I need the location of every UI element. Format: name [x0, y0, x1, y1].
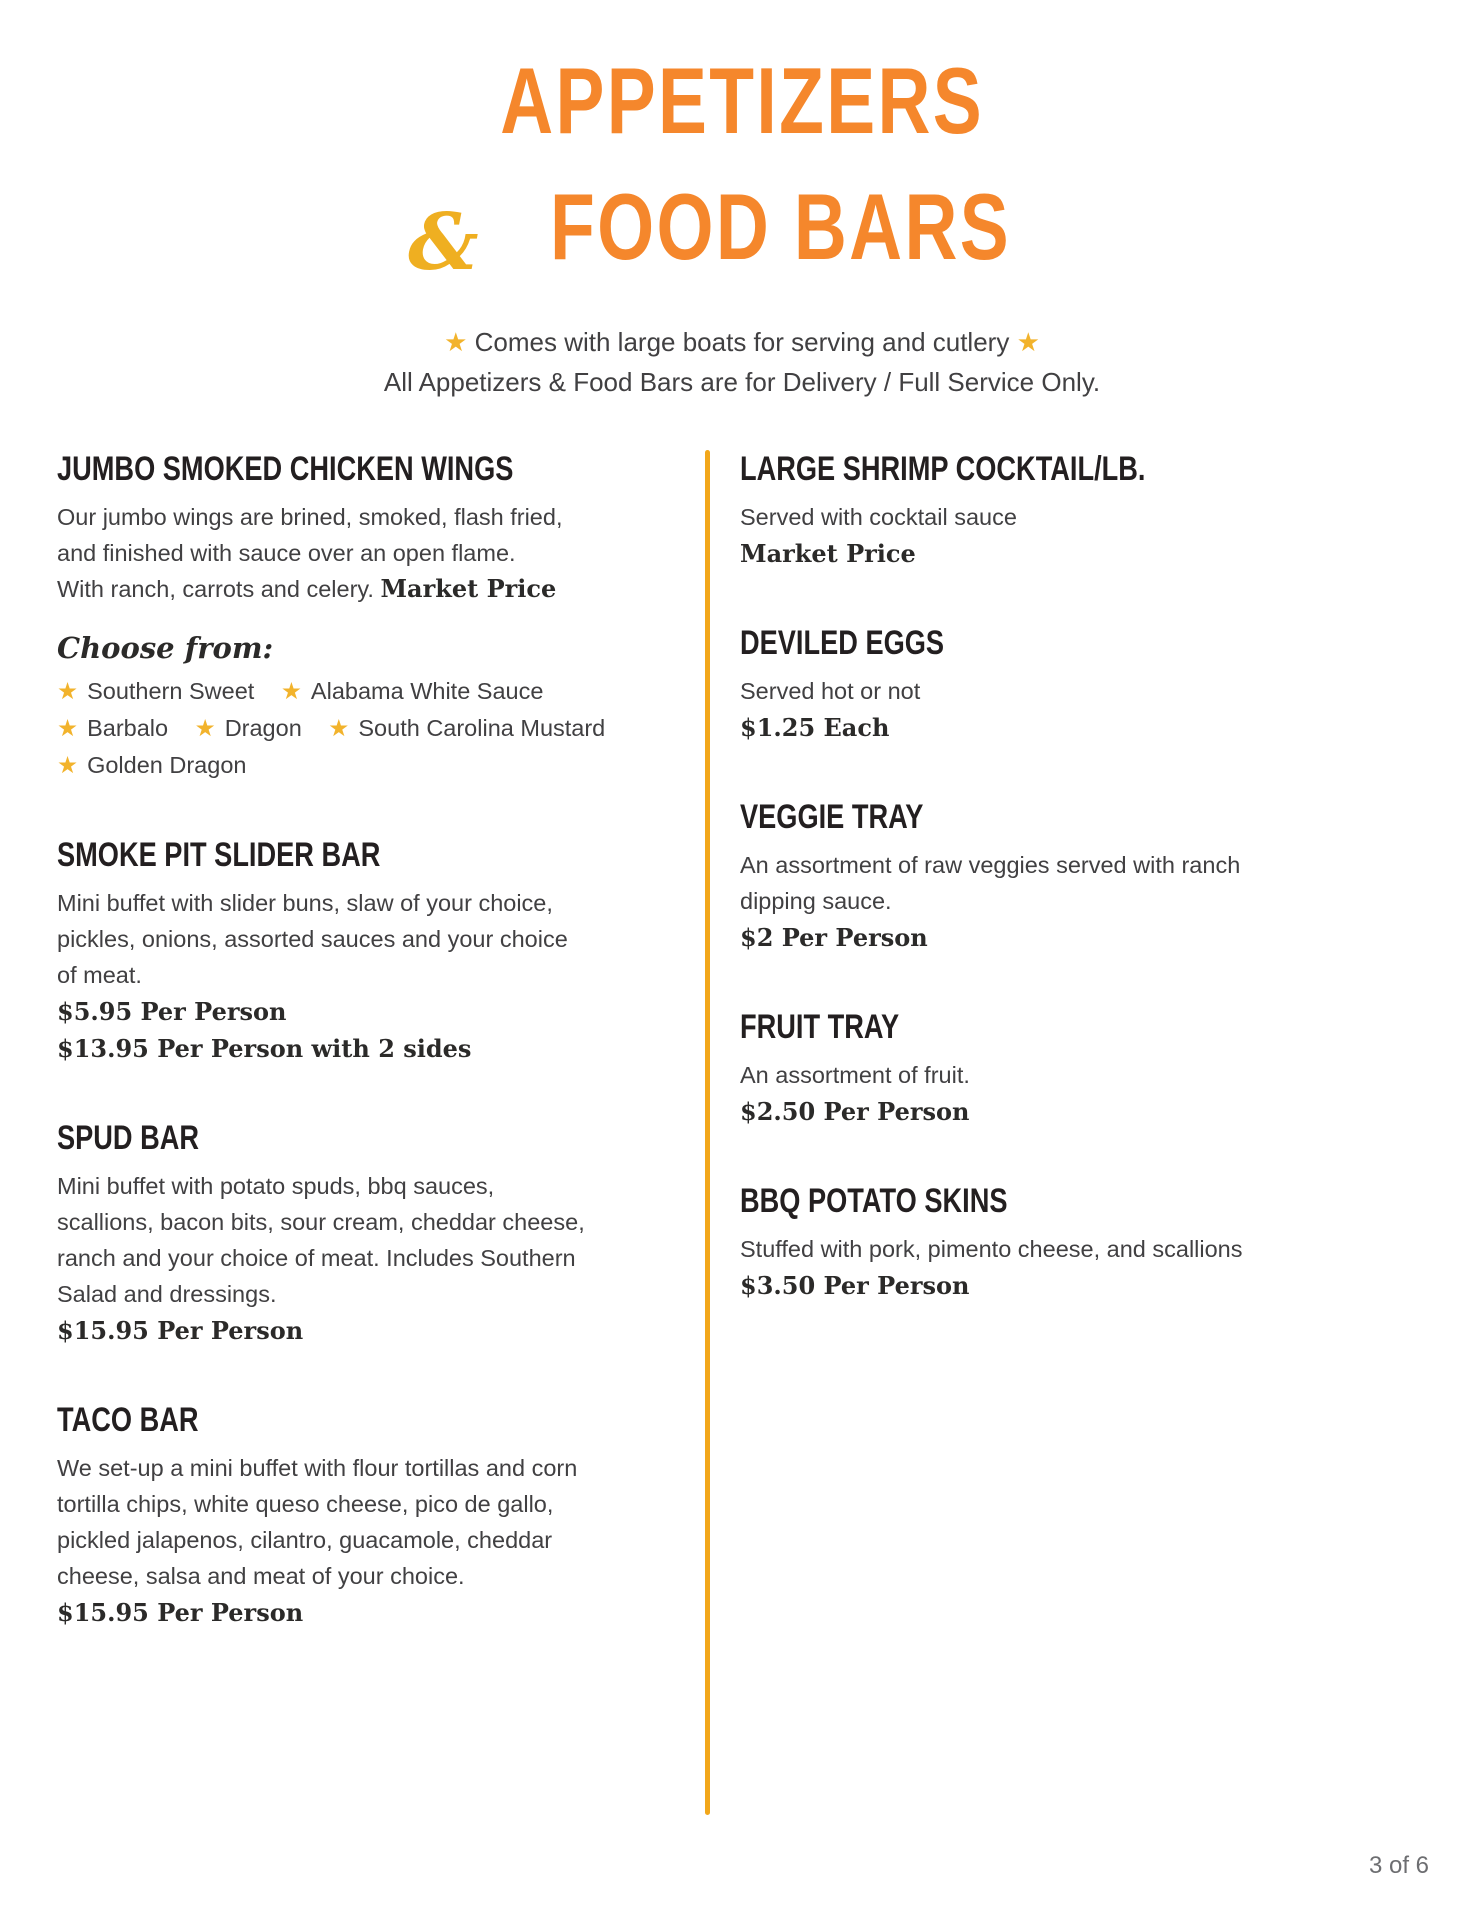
sauce-row	[57, 747, 705, 784]
item-description-line: pickles, onions, assorted sauces and your choice	[57, 926, 568, 952]
item-description-line: tortilla chips, white queso cheese, pico de gallo,	[57, 1491, 554, 1517]
choose-from-label: Choose from:	[57, 631, 274, 665]
ampersand-glyph: &	[408, 197, 479, 288]
item-name: LARGE SHRIMP COCKTAIL/LB.	[740, 450, 1146, 488]
item-description-line: An assortment of raw veggies served with ranch	[740, 852, 1241, 878]
item-description-line: We set-up a mini buffet with flour tortillas and corn	[57, 1455, 578, 1481]
subtitle-text1: Comes with large boats for serving and cutlery	[474, 327, 1010, 357]
item-description-text: With ranch, carrots and celery.	[57, 576, 374, 602]
sauce-option: Barbalo	[87, 715, 169, 741]
item-price: Market Price	[740, 539, 916, 568]
menu-item-spud-bar	[57, 1119, 705, 1349]
item-name: TACO BAR	[57, 1401, 199, 1439]
sauce-option: Dragon	[224, 715, 302, 741]
item-description	[740, 499, 1429, 535]
menu-item-taco-bar	[57, 1401, 705, 1631]
page-number: 3 of 6	[1368, 1852, 1429, 1879]
item-name: FRUIT TRAY	[740, 1008, 900, 1046]
item-price: $5.95 Per Person	[57, 997, 287, 1026]
item-description-line	[57, 571, 705, 607]
menu-item-jumbo-smoked-chicken-wings	[57, 450, 705, 784]
item-description-line: dipping sauce.	[740, 888, 892, 914]
menu-item-smoke-pit-slider-bar	[57, 836, 705, 1067]
item-description	[740, 1057, 1429, 1093]
item-description-line: Stuffed with pork, pimento cheese, and scallions	[740, 1236, 1243, 1262]
item-description	[740, 673, 1429, 709]
star-icon: ★	[57, 678, 79, 704]
page-header	[0, 0, 1484, 402]
item-description-line: and finished with sauce over an open flame.	[57, 540, 516, 566]
page-title-line1	[0, 48, 1484, 174]
star-icon: ★	[328, 715, 350, 741]
sauce-row	[57, 673, 705, 710]
item-description	[57, 1450, 705, 1594]
item-price: Market Price	[380, 574, 557, 603]
item-description	[740, 847, 1429, 919]
item-price: $15.95 Per Person	[57, 1316, 304, 1345]
item-description-line: scallions, bacon bits, sour cream, cheddar cheese,	[57, 1209, 585, 1235]
item-description-line: ranch and your choice of meat. Includes Southern	[57, 1245, 576, 1271]
item-price: $2.50 Per Person	[740, 1097, 970, 1126]
item-name: JUMBO SMOKED CHICKEN WINGS	[57, 450, 514, 488]
item-price: $13.95 Per Person with 2 sides	[57, 1034, 472, 1063]
sauce-option: Alabama White Sauce	[310, 678, 544, 704]
star-icon: ★	[57, 752, 79, 778]
star-icon: ★	[1016, 327, 1040, 357]
item-price: $3.50 Per Person	[740, 1271, 970, 1300]
item-description-line: Served hot or not	[740, 678, 921, 704]
item-description-line: Mini buffet with slider buns, slaw of your choice,	[57, 890, 553, 916]
page-title-line2	[0, 174, 1484, 300]
subtitle-line2: All Appetizers & Food Bars are for Delivery / Full Service Only.	[383, 367, 1101, 397]
item-description-line: An assortment of fruit.	[740, 1062, 970, 1088]
menu-item-veggie-tray	[740, 798, 1429, 956]
menu-item-bbq-potato-skins	[740, 1182, 1429, 1304]
item-name: DEVILED EGGS	[740, 624, 945, 662]
sauce-option: Southern Sweet	[87, 678, 255, 704]
item-name: BBQ POTATO SKINS	[740, 1182, 1008, 1220]
page-title-part2: FOOD BARS	[549, 174, 1011, 279]
item-description-line: of meat.	[57, 962, 142, 988]
sauce-row	[57, 710, 705, 747]
menu-column-right	[740, 450, 1484, 1815]
item-price: $15.95 Per Person	[57, 1598, 304, 1627]
column-divider	[705, 450, 710, 1815]
menu-column-left	[57, 450, 705, 1815]
item-name: SPUD BAR	[57, 1119, 200, 1157]
star-icon: ★	[194, 715, 216, 741]
subtitle-line1	[0, 322, 1484, 362]
subtitle-block	[0, 322, 1484, 402]
star-icon: ★	[57, 715, 79, 741]
sauce-option: Golden Dragon	[87, 752, 247, 778]
item-description-line: cheese, salsa and meat of your choice.	[57, 1563, 465, 1589]
menu-columns	[0, 450, 1484, 1815]
item-description-line: Salad and dressings.	[57, 1281, 277, 1307]
menu-item-large-shrimp-cocktail	[740, 450, 1429, 572]
item-name: VEGGIE TRAY	[740, 798, 924, 836]
item-price: $1.25 Each	[740, 713, 890, 742]
menu-item-deviled-eggs	[740, 624, 1429, 746]
item-name: SMOKE PIT SLIDER BAR	[57, 836, 381, 874]
item-description-line: Served with cocktail sauce	[740, 504, 1017, 530]
item-price: $2 Per Person	[740, 923, 928, 952]
item-description-line: Mini buffet with potato spuds, bbq sauces,	[57, 1173, 495, 1199]
item-description-line: pickled jalapenos, cilantro, guacamole, cheddar	[57, 1527, 553, 1553]
item-description	[57, 885, 705, 993]
menu-item-fruit-tray	[740, 1008, 1429, 1130]
item-description	[57, 1168, 705, 1312]
star-icon: ★	[280, 678, 302, 704]
page-title: APPETIZERS	[500, 48, 984, 153]
sauce-option: South Carolina Mustard	[358, 715, 606, 741]
item-description	[57, 499, 705, 607]
item-description-line: Our jumbo wings are brined, smoked, flash fried,	[57, 504, 563, 530]
item-description	[740, 1231, 1429, 1267]
star-icon: ★	[444, 327, 468, 357]
